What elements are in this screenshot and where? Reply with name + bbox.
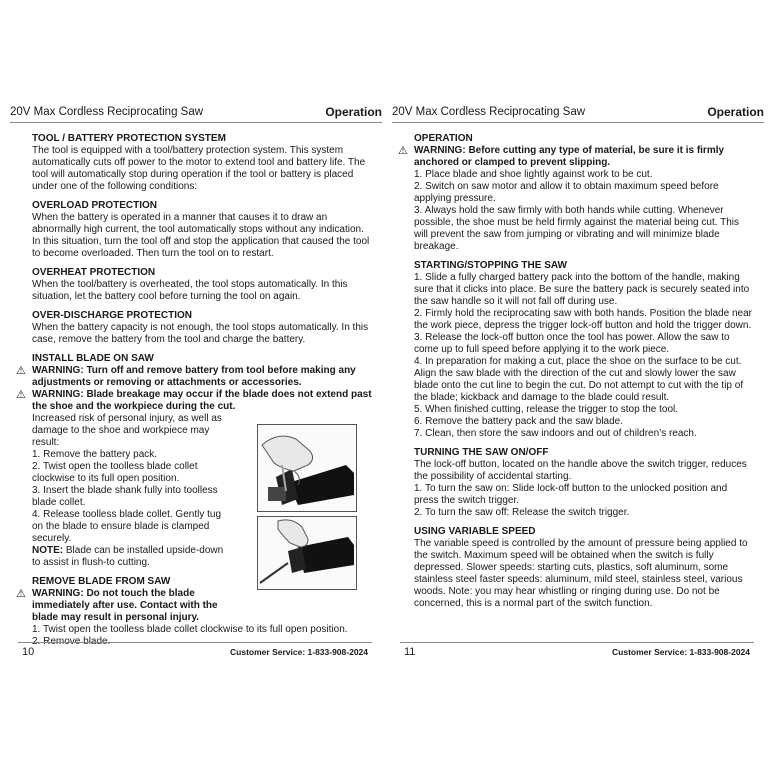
list-item: 6. Remove the battery pack and the saw blade. xyxy=(414,416,624,427)
section-heading: OVER-DISCHARGE PROTECTION xyxy=(32,310,193,321)
paragraph: When the battery is operated in a manner that causes it to draw an abnormally high current, the tool automatically stops without any indication. In this situation, turn the tool off and stop the application that caused the tool to become overloaded. Then turn the tool on to restart. xyxy=(32,212,370,259)
page-content xyxy=(398,133,754,610)
list-item: 2. To turn the saw off: Release the switch trigger. xyxy=(414,507,630,518)
list-item: 1. To turn the saw on: Slide lock-off button to the unlocked position and press the switch trigger. xyxy=(414,483,728,506)
list-item: 3. Always hold the saw firmly with both hands while cutting. Whenever possible, the shoe must be held firmly against the material being cut. This will prevent the saw from jumping or vibrating and will minimize blade breakage. xyxy=(414,205,739,252)
warning-block xyxy=(16,588,232,624)
list-item: 4. Release toolless blade collet. Gently tug on the blade to ensure blade is clamped securely. xyxy=(32,509,221,544)
header-divider xyxy=(392,122,764,123)
section-heading: STARTING/STOPPING THE SAW xyxy=(414,260,567,271)
footer-divider xyxy=(400,642,754,643)
warning-block xyxy=(398,145,754,169)
list-item: 3. Insert the blade shank fully into toolless blade collet. xyxy=(32,485,218,508)
warning-text: WARNING: Before cutting any type of material, be sure it is firmly anchored or clamped to prevent slipping. xyxy=(414,145,725,168)
warning-triangle-icon: ⚠ xyxy=(16,389,26,401)
customer-service: Customer Service: 1-833-908-2024 xyxy=(230,647,368,657)
paragraph: The variable speed is controlled by the amount of pressure being applied to the switch. Maximum speed will be obtained when the switch is fully depressed. Slower speeds: starting cuts, plastics, soft aluminum, some stainless steel faster speeds: aluminum, mild steel, stainless steel, various woods. Note: you may hear whistling or ringing during use. Do not be concerned, this is a normal part of the switch function. xyxy=(414,538,748,609)
warning-text: WARNING: Do not touch the blade immediately after use. Contact with the blade may result in personal injury. xyxy=(32,588,218,623)
page-number: 10 xyxy=(22,646,35,658)
note xyxy=(32,545,232,569)
warning-block xyxy=(16,389,372,413)
header-title: 20V Max Cordless Reciprocating Saw xyxy=(392,106,586,118)
list-item: 2. Twist open the toolless blade collet clockwise to its full open position. xyxy=(32,461,198,484)
warning-triangle-icon: ⚠ xyxy=(16,588,26,600)
list-item: 1. Twist open the toolless blade collet clockwise to its full open position. xyxy=(32,624,348,635)
paragraph: Increased risk of personal injury, as well as damage to the shoe and workpiece may result: xyxy=(32,413,222,448)
list-item: 2. Remove blade. xyxy=(32,636,111,647)
list-item: 7. Clean, then store the saw indoors and out of children’s reach. xyxy=(414,428,697,439)
section-heading: USING VARIABLE SPEED xyxy=(414,526,536,537)
paragraph: When the tool/battery is overheated, the tool stops automatically. In this situation, let the battery cool before turning the tool on again. xyxy=(32,279,348,302)
section-heading: REMOVE BLADE FROM SAW xyxy=(32,576,171,587)
right-page xyxy=(392,0,764,768)
footer-divider xyxy=(18,642,372,643)
left-page xyxy=(10,0,382,768)
note-label: NOTE: xyxy=(32,545,64,556)
page-header xyxy=(392,104,764,122)
warning-text: WARNING: Turn off and remove battery from tool before making any adjustments or removing or attachments or accessories. xyxy=(32,365,356,388)
warning-text: WARNING: Blade breakage may occur if the blade does not extend past the shoe and the workpiece during the cut. xyxy=(32,389,372,412)
section-heading: OVERHEAT PROTECTION xyxy=(32,267,156,278)
header-section: Operation xyxy=(325,105,382,119)
list-item: 5. When finished cutting, release the trigger to stop the tool. xyxy=(414,404,679,415)
header-divider xyxy=(10,122,382,123)
warning-triangle-icon: ⚠ xyxy=(16,365,26,377)
header-title: 20V Max Cordless Reciprocating Saw xyxy=(10,106,204,118)
page-header xyxy=(10,104,382,122)
page-footer xyxy=(22,646,368,660)
paragraph: When the battery capacity is not enough, the tool stops automatically. In this case, remove the battery from the tool and charge the battery. xyxy=(32,322,369,345)
customer-service: Customer Service: 1-833-908-2024 xyxy=(612,647,750,657)
page-footer xyxy=(404,646,750,660)
list-item: 3. Release the lock-off button once the tool has power. Allow the saw to come up to full speed before applying it to the work piece. xyxy=(414,332,730,355)
paragraph: The tool is equipped with a tool/battery protection system. This system automatically cuts off power to the motor to extend tool and battery life. The tool will automatically stop during operation if the tool or battery is placed under one of the following conditions: xyxy=(32,145,366,192)
list-item: 4. In preparation for making a cut, place the shoe on the surface to be cut. Align the saw blade with the direction of the cut and slowly lower the saw blade onto the cut line to begin the cut. Do not attempt to cut with the tip of the blade; kickback and damage to the blade could result. xyxy=(414,356,744,403)
warning-block xyxy=(16,365,372,389)
blade-remove-illustration xyxy=(257,516,357,590)
warning-triangle-icon: ⚠ xyxy=(398,145,408,157)
section-heading: INSTALL BLADE ON SAW xyxy=(32,353,154,364)
section-heading: TOOL / BATTERY PROTECTION SYSTEM xyxy=(32,133,226,144)
header-section: Operation xyxy=(707,105,764,119)
blade-install-illustration xyxy=(257,424,357,512)
note-text: Blade can be installed upside-down to assist in flush-to cutting. xyxy=(32,545,224,568)
list-item: 1. Slide a fully charged battery pack into the bottom of the handle, making sure that it clicks into place. Be sure the battery pack is securely seated into the saw handle so it will not fall off during use. xyxy=(414,272,750,307)
section-heading: OPERATION xyxy=(414,133,473,144)
list-item: 2. Firmly hold the reciprocating saw with both hands. Position the blade near the work piece, depress the trigger lock-off button and hold the trigger down. xyxy=(414,308,752,331)
list-item: 1. Remove the battery pack. xyxy=(32,449,158,460)
page-number: 11 xyxy=(404,646,416,658)
list-item: 1. Place blade and shoe lightly against work to be cut. xyxy=(414,169,653,180)
section-heading: TURNING THE SAW ON/OFF xyxy=(414,447,549,458)
paragraph: The lock-off button, located on the handle above the switch trigger, reduces the possibility of accidental starting. xyxy=(414,459,747,482)
list-item: 2. Switch on saw motor and allow it to obtain maximum speed before applying pressure. xyxy=(414,181,719,204)
section-heading: OVERLOAD PROTECTION xyxy=(32,200,158,211)
